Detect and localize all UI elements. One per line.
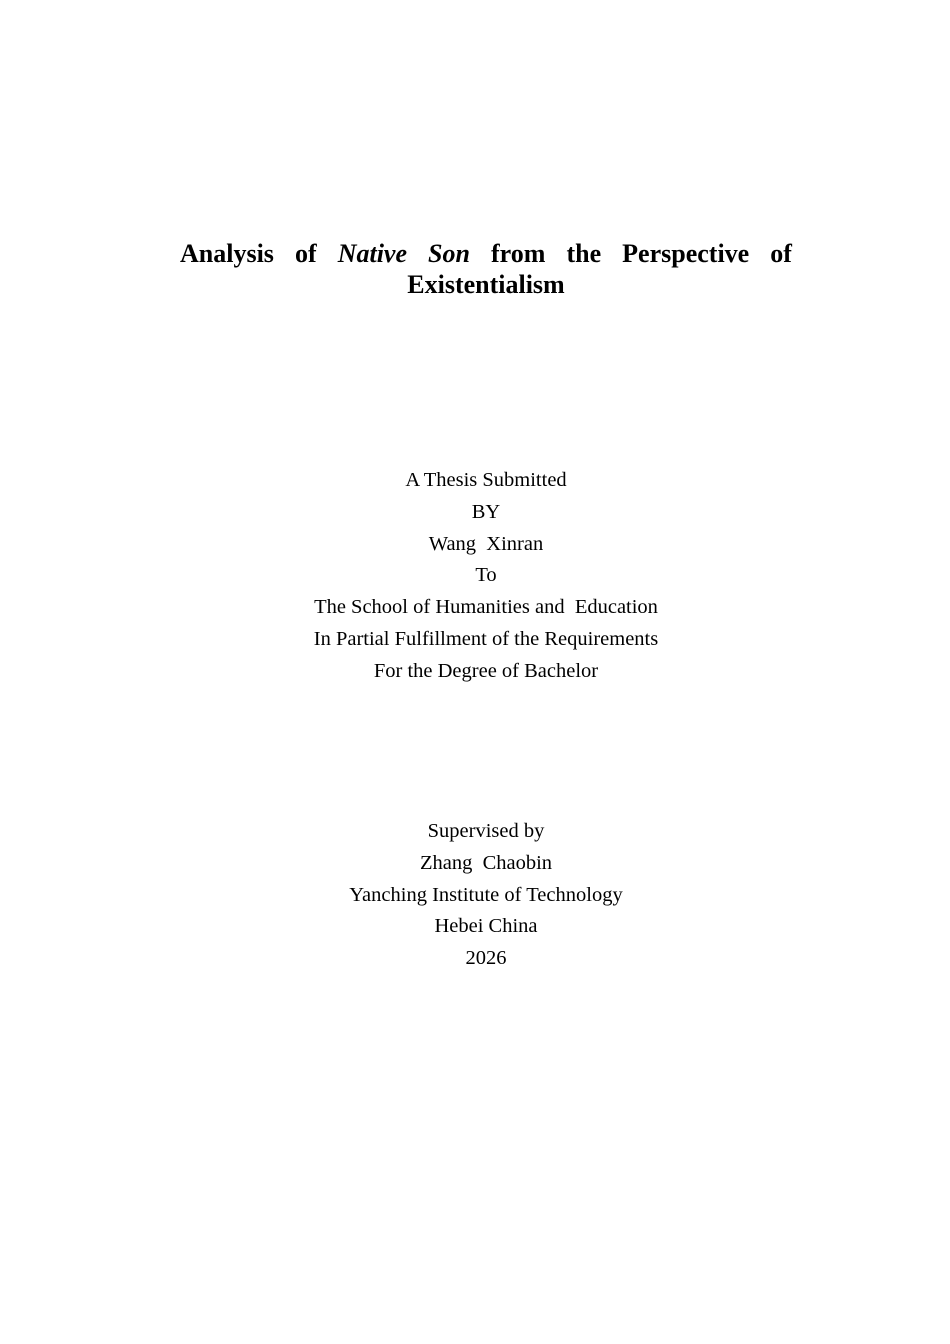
thesis-submitted-line: A Thesis Submitted bbox=[405, 469, 567, 491]
school-name: The School of Humanities and Education bbox=[314, 596, 658, 619]
title-word: of bbox=[770, 239, 792, 268]
title-word-italic: Native bbox=[337, 239, 407, 268]
title-word: from bbox=[491, 239, 546, 268]
submission-info bbox=[0, 465, 950, 688]
supervisor-name: Zhang Chaobin bbox=[419, 851, 553, 874]
title-word: Analysis bbox=[180, 239, 274, 268]
degree-line: For the Degree of Bachelor bbox=[373, 659, 599, 682]
title-line-1 bbox=[180, 238, 792, 269]
by-line: BY bbox=[471, 500, 501, 523]
author-name: Wang Xinran bbox=[428, 532, 544, 555]
title-line-2: Existentialism bbox=[407, 270, 565, 299]
title-word: the bbox=[566, 239, 602, 268]
title-word-italic: Son bbox=[428, 239, 470, 268]
title-word: of bbox=[294, 239, 317, 268]
institution-name: Yanching Institute of Technology bbox=[349, 883, 623, 906]
to-line: To bbox=[475, 564, 497, 587]
thesis-title bbox=[180, 238, 792, 300]
supervision-info bbox=[0, 816, 950, 975]
supervised-by-line: Supervised by bbox=[427, 820, 545, 842]
year-line: 2026 bbox=[465, 947, 507, 970]
location-line: Hebei China bbox=[434, 915, 538, 938]
fulfillment-line: In Partial Fulfillment of the Requirements bbox=[313, 627, 659, 650]
title-word: Perspective bbox=[622, 239, 750, 268]
